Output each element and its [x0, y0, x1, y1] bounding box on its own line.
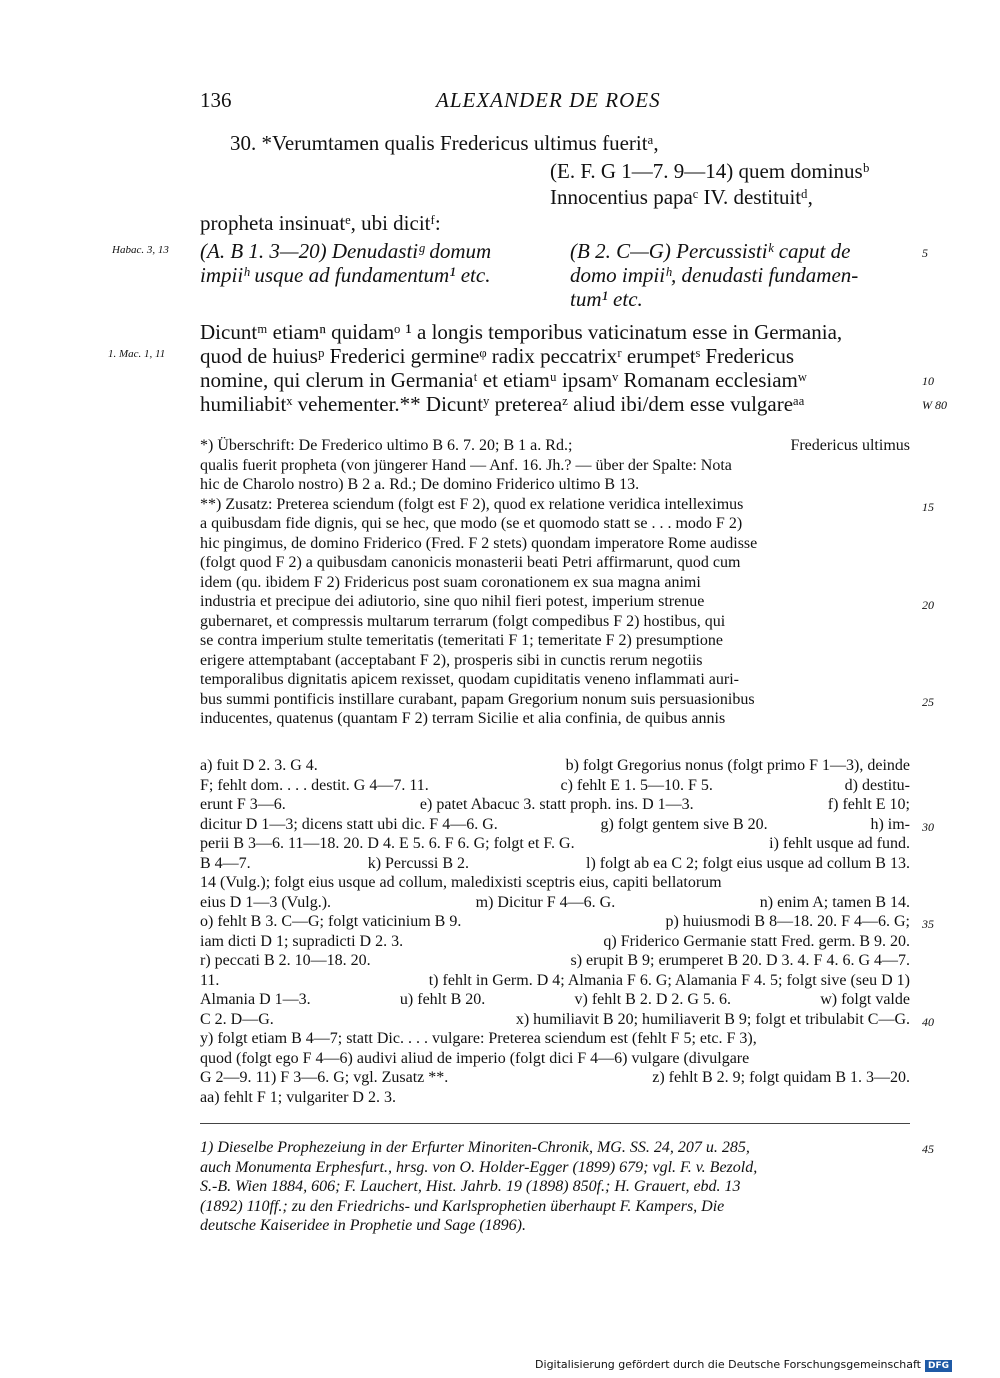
note-line	[200, 670, 910, 690]
apparatus-line-segment: aa) fehlt F 1; vulgariter D 2. 3.	[200, 1088, 396, 1106]
note-line	[200, 495, 910, 515]
note-line	[200, 514, 910, 534]
footnote-line-segment: deutsche Kaiseridee in Prophetie und Sage (1896).	[200, 1217, 526, 1234]
note-line-segment: industria et precipue dei adiutorio, sine quo nihil fieri potest, imperium strenue	[200, 593, 705, 610]
footnote-line-segment: auch Monumenta Erphesfurt., hrsg. von O. Holder-Egger (1899) 679; vgl. F. v. Bezold,	[200, 1158, 758, 1176]
col-a-line-2: impiiʰ usque ad fundamentum¹ etc.	[200, 263, 491, 287]
note-line-segment: gubernaret, et compressis multarum terrarum (folgt compedibus F 2) hostibus, qui	[200, 612, 726, 630]
apparatus-line-segment: q) Friderico Germanie statt Fred. germ. B 9. 20.	[603, 932, 910, 950]
apparatus-line	[200, 912, 910, 932]
apparatus-line-segment: C 2. D—G.	[200, 1010, 274, 1028]
apparatus-line	[200, 951, 910, 971]
main-line-3: Innocentius papaᶜ IV. destituitᵈ,	[550, 185, 813, 209]
apparatus-line	[200, 1088, 910, 1108]
apparatus-line-segment: s) erupit B 9; erumperet B 20. D 3. 4. F 4. 6. G 4—7.	[570, 952, 910, 969]
line-number-45: 45	[922, 1142, 934, 1156]
apparatus-line	[200, 893, 910, 913]
note-line-segment: temporalibus dignitatis apicem rexisset, quodam cupiditatis veneno inflammati auri-	[200, 671, 739, 688]
note-line-segment: a quibusdam fide dignis, qui se hec, que modo (se et quomodo statt se . . . modo F 2)	[200, 515, 743, 532]
margin-ref-mac: 1. Mac. 1, 11	[108, 348, 166, 360]
apparatus-line-segment: x) humiliavit B 20; humiliaverit B 9; folgt et tribulabit C—G.	[515, 1010, 910, 1028]
apparatus-line-segment: eius D 1—3 (Vulg.).	[200, 893, 332, 911]
note-line-segment: bus summi pontificis instillare curabant, papam Gregorium nonum suis persuasionibus	[200, 690, 755, 708]
apparatus-line	[200, 932, 910, 952]
note-line-segment: inducentes, quatenus (quantam F 2) terram Sicilie et alia confinia, de quibus annis	[200, 710, 726, 727]
col-a-line-1: (A. B 1. 3—20) Denudastiᵍ domum	[200, 239, 492, 263]
apparatus-line-segment: a) fuit D 2. 3. G 4.	[200, 757, 318, 774]
para-line-4: humiliabitˣ vehementer.** Dicuntʸ pretereaᶻ aliud ibi/dem esse vulgareᵃᵃ	[200, 392, 805, 416]
note-line	[200, 436, 910, 456]
para-line-2: quod de huiusᵖ Frederici germineᵠ radix peccatrixʳ erumpetˢ Fredericus	[200, 344, 795, 368]
note-line-segment: **) Zusatz: Preterea sciendum (folgt est F 2), quod ex relatione veridica intelleximus	[200, 495, 744, 513]
apparatus-line-segment: d) destitu-	[844, 776, 910, 794]
apparatus-line-segment: p) huiusmodi B 8—18. 20. F 4—6. G;	[665, 913, 910, 930]
apparatus-line-segment: t) fehlt in Germ. D 4; Almania F 6. G; Alamania F 4. 5; folgt sive (seu D 1)	[428, 971, 910, 989]
note-line	[200, 631, 910, 651]
apparatus-block	[200, 756, 910, 1107]
apparatus-line-segment: w) folgt valde	[820, 991, 910, 1008]
line-number-20: 20	[922, 598, 934, 612]
col-b-line-1: (B 2. C—G) Percussistiᵏ caput de	[570, 239, 851, 263]
note-line-segment: (folgt quod F 2) a quibusdam canonicis monasterii beati Petri affirmarunt, quod cum	[200, 554, 741, 571]
apparatus-line	[200, 795, 910, 815]
apparatus-line-segment: n) enim A; tamen B 14.	[759, 893, 910, 911]
notes-block	[200, 436, 910, 729]
note-line	[200, 534, 910, 554]
apparatus-line	[200, 990, 910, 1010]
apparatus-line	[200, 756, 910, 776]
apparatus-line-segment: erunt F 3—6.	[200, 796, 286, 813]
footnote-line	[200, 1177, 910, 1197]
footnote-line-segment: S.-B. Wien 1884, 606; F. Lauchert, Hist. Jahrb. 19 (1898) 850f.; H. Grauert, ebd. 13	[200, 1178, 741, 1195]
apparatus-line-segment: r) peccati B 2. 10—18. 20.	[200, 952, 371, 969]
para-line-1: Dicuntᵐ etiamⁿ quidamᵒ ¹ a longis temporibus vaticinatum esse in Germania,	[200, 320, 843, 344]
note-line-segment: qualis fuerit propheta (von jüngerer Hand — Anf. 16. Jh.? — über der Spalte: Nota	[200, 456, 732, 474]
col-b-line-3: tum¹ etc.	[570, 287, 643, 311]
apparatus-line-segment: e) patet Abacuc 3. statt proph. ins. D 1—3.	[419, 796, 694, 813]
apparatus-line-segment: o) fehlt B 3. C—G; folgt vaticinium B 9.	[200, 913, 462, 930]
footnote-divider	[200, 1123, 910, 1124]
line-number-5: 5	[922, 246, 928, 260]
note-line	[200, 612, 910, 632]
apparatus-line	[200, 834, 910, 854]
footnote-line	[200, 1216, 910, 1236]
apparatus-line	[200, 1068, 910, 1088]
apparatus-line-segment: g) folgt gentem sive B 20.	[600, 815, 768, 833]
apparatus-line-segment: Almania D 1—3.	[200, 991, 311, 1008]
note-line	[200, 651, 910, 671]
apparatus-line-segment: F; fehlt dom. . . . destit. G 4—7. 11.	[200, 776, 429, 794]
apparatus-line-segment: B 4—7.	[200, 854, 251, 872]
footnote-line	[200, 1158, 910, 1178]
apparatus-line-segment: f) fehlt E 10;	[827, 796, 910, 813]
apparatus-line-segment: v) fehlt B 2. D 2. G 5. 6.	[574, 991, 731, 1008]
apparatus-line	[200, 815, 910, 835]
note-line	[200, 456, 910, 476]
margin-ref-habac: Habac. 3, 13	[112, 244, 169, 256]
note-line-segment: se contra imperium stulte temeritatis (temeritati F 1; temeritate F 2) presumptione	[200, 632, 723, 649]
apparatus-line-segment: c) fehlt E 1. 5—10. F 5.	[560, 776, 713, 794]
line-number-10: 10	[922, 374, 934, 388]
apparatus-line	[200, 854, 910, 874]
col-b-line-2: domo impiiʰ, denudasti fundamen-	[570, 263, 859, 287]
apparatus-line	[200, 1049, 910, 1069]
line-number-35: 35	[922, 917, 934, 931]
para-line-3: nomine, qui clerum in Germaniaᵗ et etiamᵘ ipsamᵛ Romanam ecclesiamʷ	[200, 368, 807, 392]
footnote-line-segment: 1) Dieselbe Prophezeiung in der Erfurter Minoriten-Chronik, MG. SS. 24, 207 u. 285,	[200, 1139, 750, 1156]
apparatus-line-segment: perii B 3—6. 11—18. 20. D 4. E 5. 6. F 6. G; folgt et F. G.	[200, 835, 575, 852]
note-line	[200, 553, 910, 573]
line-number-30: 30	[922, 820, 934, 834]
line-number-25: 25	[922, 695, 934, 709]
footnote-line	[200, 1138, 910, 1158]
digitization-credit	[535, 1358, 952, 1372]
main-line-4: propheta insinuatᵉ, ubi dicitᶠ:	[200, 211, 441, 235]
apparatus-line-segment: h) im-	[870, 815, 910, 833]
note-line-segment: *) Überschrift: De Frederico ultimo B 6. 7. 20; B 1 a. Rd.;	[200, 437, 573, 454]
line-number-15: 15	[922, 500, 934, 514]
page-number: 136	[200, 88, 232, 112]
dfg-logo: DFG	[925, 1360, 952, 1372]
note-line	[200, 475, 910, 495]
apparatus-line-segment: k) Percussi B 2.	[367, 854, 470, 872]
apparatus-line-segment: G 2—9. 11) F 3—6. G; vgl. Zusatz **.	[200, 1069, 449, 1086]
apparatus-line	[200, 873, 910, 893]
note-line-segment: Fredericus ultimus	[790, 437, 910, 454]
credit-text: Digitalisierung gefördert durch die Deutsche Forschungsgemeinschaft	[535, 1358, 921, 1371]
apparatus-line	[200, 1029, 910, 1049]
apparatus-line-segment: u) fehlt B 20.	[399, 991, 486, 1008]
apparatus-line-segment: b) folgt Gregorius nonus (folgt primo F 1—3), deinde	[565, 757, 910, 774]
apparatus-line-segment: 14 (Vulg.); folgt eius usque ad collum, maledixisti sceptris eius, capiti bellatorum	[200, 874, 722, 891]
apparatus-line	[200, 1010, 910, 1030]
note-line-segment: idem (qu. ibidem F 2) Fridericus post suam coronationem ex sua magna animi	[200, 573, 701, 591]
running-title: ALEXANDER DE ROES	[436, 88, 661, 112]
main-line-2: (E. F. G 1—7. 9—14) quem dominusᵇ	[550, 159, 870, 183]
footnote-line	[200, 1197, 910, 1217]
apparatus-line	[200, 971, 910, 991]
note-line	[200, 690, 910, 710]
note-line	[200, 592, 910, 612]
apparatus-line-segment: z) fehlt B 2. 9; folgt quidam B 1. 3—20.	[652, 1069, 910, 1086]
note-line-segment: hic pingimus, de domino Friderico (Fred. F 2 stets) quondam imperatore Rome audisse	[200, 534, 758, 552]
note-line	[200, 573, 910, 593]
note-line-segment: erigere attemptabant (acceptabant F 2), prosperis sibi in cunctis rerum negotiis	[200, 651, 703, 669]
footnote-line-segment: (1892) 110ff.; zu den Friedrichs- und Karlsprophetien überhaupt F. Kampers, Die	[200, 1197, 725, 1215]
apparatus-line-segment: 11.	[200, 971, 220, 989]
apparatus-line-segment: m) Dicitur F 4—6. G.	[475, 893, 616, 911]
apparatus-line-segment: i) fehlt usque ad fund.	[769, 835, 910, 852]
apparatus-line-segment: y) folgt etiam B 4—7; statt Dic. . . . vulgare: Preterea sciendum est (fehlt F 5; etc. F 3),	[200, 1030, 757, 1047]
note-line-segment: hic de Charolo nostro) B 2 a. Rd.; De domino Friderico ultimo B 13.	[200, 476, 640, 493]
line-number-40: 40	[922, 1015, 934, 1029]
main-line-1: 30. *Verumtamen qualis Fredericus ultimus fueritᵃ,	[230, 131, 659, 155]
apparatus-line-segment: quod (folgt ego F 4—6) audivi aliud de imperio (folgt dici F 4—6) vulgare (divulgare	[200, 1049, 750, 1067]
footnote-block	[200, 1138, 910, 1236]
apparatus-line-segment: dicitur D 1—3; dicens statt ubi dic. F 4—6. G.	[200, 815, 498, 833]
apparatus-line-segment: iam dicti D 1; supradicti D 2. 3.	[200, 932, 404, 950]
apparatus-line-segment: l) folgt ab ea C 2; folgt eius usque ad collum B 13.	[586, 854, 910, 872]
note-line	[200, 709, 910, 729]
margin-ref-w80: W 80	[922, 398, 947, 412]
apparatus-line	[200, 776, 910, 796]
